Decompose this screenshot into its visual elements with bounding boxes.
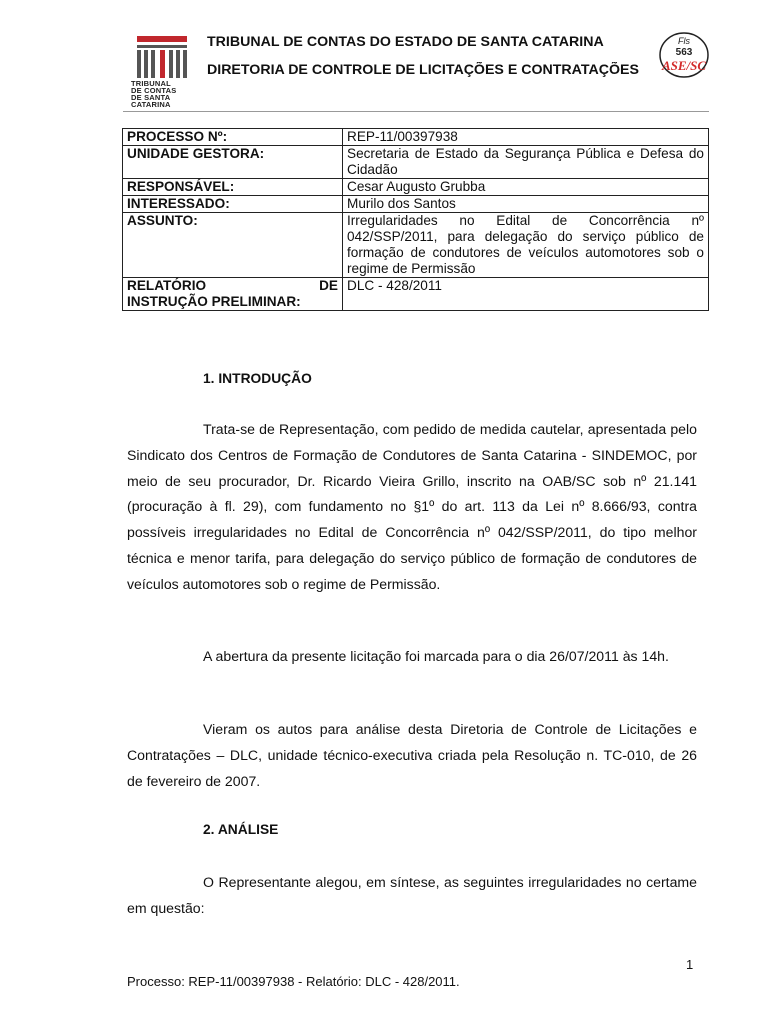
row-value-relatorio: DLC - 428/2011 (343, 278, 709, 311)
row-key-unidade: UNIDADE GESTORA: (123, 146, 343, 179)
section-heading-introducao: 1. INTRODUÇÃO (203, 371, 312, 386)
page-footer: Processo: REP-11/00397938 - Relatório: DLC - 428/2011. (127, 974, 460, 989)
report-key-part3: INSTRUÇÃO PRELIMINAR: (127, 294, 301, 309)
row-key-responsavel: RESPONSÁVEL: (123, 179, 343, 196)
stamp-label: Fls (678, 36, 690, 46)
logo-text: TRIBUNAL DE CONTAS DE SANTA CATARINA (131, 79, 177, 109)
table-row (123, 278, 709, 311)
paragraph-2: A abertura da presente licitação foi marcada para o dia 26/07/2011 às 14h. (203, 648, 669, 664)
paragraph-4: O Representante alegou, em síntese, as seguintes irregularidades no certame em questão: (127, 874, 697, 916)
row-key-relatorio (123, 278, 343, 311)
row-value-unidade: Secretaria de Estado da Segurança Pública e Defesa do Cidadão (343, 146, 709, 179)
department-name: DIRETORIA DE CONTROLE DE LICITAÇÕES E CONTRATAÇÕES (207, 62, 639, 78)
row-value-processo: REP-11/00397938 (343, 129, 709, 146)
stamp-number: 563 (675, 47, 693, 58)
row-key-processo: PROCESSO Nº: (123, 129, 343, 146)
report-key-part2: DE (319, 278, 338, 293)
paragraph-3: Vieram os autos para análise desta Diretoria de Controle de Licitações e Contratações – DLC, unidade técnico-executiva criada pela Resolução n. TC-010, de 26 de fevereiro de 2007. (127, 721, 697, 789)
table-row (123, 196, 709, 213)
report-key-part1: RELATÓRIO (127, 278, 207, 293)
section-heading-analise: 2. ANÁLISE (203, 822, 279, 837)
row-key-assunto: ASSUNTO: (123, 213, 343, 278)
row-value-responsavel: Cesar Augusto Grubba (343, 179, 709, 196)
page-stamp (658, 29, 710, 81)
stamp-text: ASE/SC (661, 58, 707, 73)
table-row (123, 213, 709, 278)
row-value-interessado: Murilo dos Santos (343, 196, 709, 213)
header-divider (123, 111, 709, 112)
table-row (123, 179, 709, 196)
organization-name: TRIBUNAL DE CONTAS DO ESTADO DE SANTA CATARINA (207, 34, 604, 50)
page-number: 1 (686, 957, 694, 972)
row-key-interessado: INTERESSADO: (123, 196, 343, 213)
row-value-assunto: Irregularidades no Edital de Concorrência nº 042/SSP/2011, para delegação do serviço público de formação de condutores de veículos automotores sob o regime de Permissão (343, 213, 709, 278)
paragraph-1: Trata-se de Representação, com pedido de medida cautelar, apresentada pelo Sindicato dos Centros de Formação de Condutores de Santa Catarina - SINDEMOC, por meio de seu procurador, Dr. Ricardo Vieira Grillo, inscrito na OAB/SC sob nº 21.141 (procuração à fl. 29), com fundamento no §1º do art. 113 da Lei nº 8.666/93, contra possíveis irregularidades no Edital de Concorrência nº 042/SSP/2011, do tipo melhor técnica e menor tarifa, para delegação do serviço público de formação de condutores de veículos automotores sob o regime de Permissão. (127, 421, 697, 592)
table-row (123, 129, 709, 146)
process-info-table (122, 128, 709, 311)
table-row (123, 146, 709, 179)
